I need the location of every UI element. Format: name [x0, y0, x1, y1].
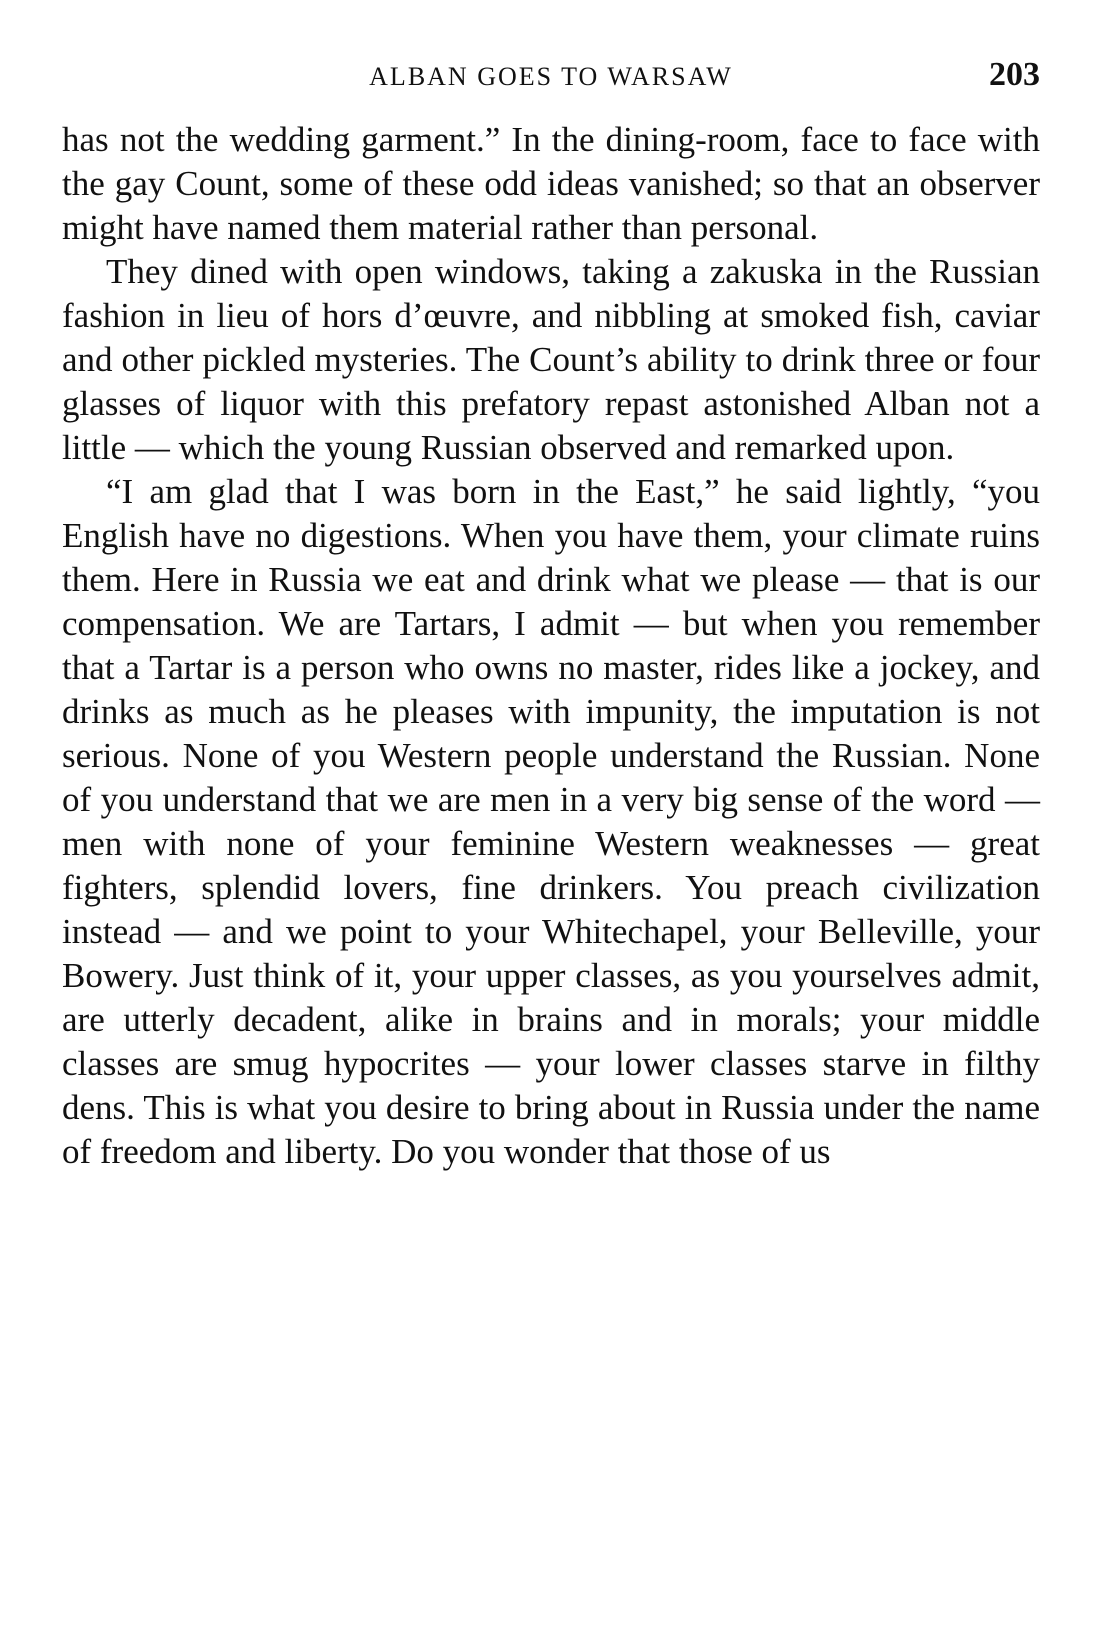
running-head: [62, 40, 1040, 104]
book-page: [62, 40, 1040, 1600]
paragraph-3: “I am glad that I was born in the East,” he said lightly, “you English have no digestions. When you have them, your climate ruins them. Here in Russia we eat and drink what we please — that is our compensation. We are Tartars, I admit — but when you remember that a Tartar is a person who owns no master, rides like a jockey, and drinks as much as he pleases with impunity, the imputation is not serious. None of you Western people understand the Russian. None of you understand that we are men in a very big sense of the word — men with none of your feminine Western weaknesses — great fighters, splendid lovers, fine drinkers. You preach civilization instead — and we point to your Whitechapel, your Belleville, your Bowery. Just think of it, your upper classes, as you yourselves admit, are utterly decadent, alike in brains and in morals; your middle classes are smug hypocrites — your lower classes starve in filthy dens. This is what you desire to bring about in Russia under the name of freedom and liberty. Do you wonder that those of us: [62, 472, 1040, 1171]
running-title: ALBAN GOES TO WARSAW: [369, 62, 733, 91]
paragraph-2: They dined with open windows, taking a zakuska in the Russian fashion in lieu of hors d’œuvre, and nibbling at smoked fish, caviar and other pickled mysteries. The Count’s ability to drink three or four glasses of liquor with this prefatory repast astonished Alban not a little — which the young Russian observed and remarked upon.: [62, 252, 1040, 467]
body-text: [62, 118, 1040, 1174]
page-number: 203: [989, 56, 1040, 93]
paragraph-1: has not the wedding garment.” In the dining-room, face to face with the gay Count, some of these odd ideas vanished; so that an observer might have named them material rather than personal.: [62, 120, 1040, 247]
